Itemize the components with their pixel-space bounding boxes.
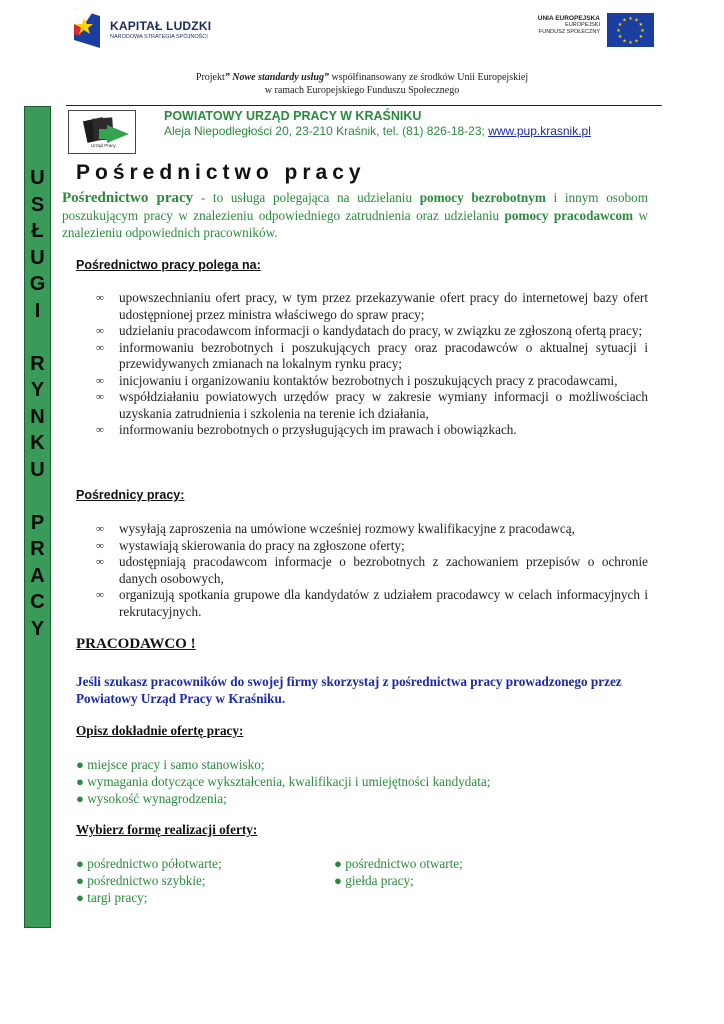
employer-heading: PRACODAWCO ! xyxy=(76,636,196,652)
list-item xyxy=(96,554,648,587)
round-bullet-icon: ● xyxy=(76,890,84,905)
list-item-text: wymagania dotyczące wykształcenia, kwalifikacji i umiejętności kandydata; xyxy=(87,774,491,789)
sidebar-letter: Y xyxy=(30,617,45,640)
eu-text xyxy=(522,15,600,36)
kapital-ludzki-flag-icon xyxy=(70,6,104,50)
list-item xyxy=(96,323,648,340)
eu-line-1: UNIA EUROPEJSKA xyxy=(537,15,600,22)
infinity-bullet-icon: ∞ xyxy=(96,325,104,337)
svg-text:★: ★ xyxy=(616,28,621,34)
sidebar-letter: U xyxy=(30,246,45,269)
project-suffix: współfinansowany ze środków Unii Europejskiej xyxy=(328,72,529,83)
project-name: ” Nowe standardy usług” xyxy=(224,72,329,83)
office-divider xyxy=(66,105,662,106)
describe-offer-heading: Opisz dokładnie ofertę pracy: xyxy=(76,723,244,738)
list-item-text: miejsce pracy i samo stanowisko; xyxy=(87,757,265,772)
offer-form-list-right xyxy=(334,855,463,889)
sidebar-uslugi-rynku-pracy xyxy=(24,106,51,928)
list-item xyxy=(334,855,463,872)
list-item-text: udzielaniu pracodawcom informacji o kandydatach do pracy, w związku ze zgłoszoną ofertą pracy; xyxy=(119,323,643,338)
sidebar-letter: R xyxy=(30,538,45,560)
sidebar-letter: P xyxy=(30,511,45,534)
list-item-text: pośrednictwo półotwarte; xyxy=(87,856,222,871)
office-website-link[interactable]: www.pup.krasnik.pl xyxy=(488,124,591,138)
section1-list xyxy=(96,290,648,439)
list-item-text: giełda pracy; xyxy=(345,873,414,888)
sidebar-letter: U xyxy=(30,167,45,189)
list-item-text: targi pracy; xyxy=(87,890,148,905)
list-item xyxy=(96,422,648,439)
sidebar-letter: R xyxy=(30,352,45,375)
project-line-1 xyxy=(0,72,724,83)
sidebar-letter: G xyxy=(29,273,46,295)
list-item xyxy=(96,340,648,373)
list-item xyxy=(76,872,222,889)
eu-logo xyxy=(522,13,654,49)
list-item-text: inicjowaniu i organizowaniu kontaktów bezrobotnych i poszukujących pracy z pracodawcami, xyxy=(119,372,618,388)
round-bullet-icon: ● xyxy=(334,856,342,871)
page-title: Pośrednictwo pracy xyxy=(76,161,366,184)
round-bullet-icon: ● xyxy=(76,757,84,772)
urzad-pracy-logo xyxy=(68,110,136,154)
intro-paragraph xyxy=(62,189,648,241)
svg-text:★: ★ xyxy=(617,34,623,40)
svg-text:★: ★ xyxy=(640,28,645,34)
kapital-ludzki-logo xyxy=(70,6,220,52)
list-item-text: wystawiają skierowania do pracy na zgłoszone oferty; xyxy=(119,537,405,553)
sidebar-letter: Y xyxy=(30,379,45,401)
eu-flag-icon xyxy=(607,13,654,47)
round-bullet-icon: ● xyxy=(76,774,84,789)
sidebar-letter: U xyxy=(30,458,45,481)
list-item xyxy=(76,889,222,906)
intro-text-2: i innym osobom poszukującym pracy w znalezieniu odpowiedniego zatrudnienia oraz udzielaniu xyxy=(62,190,648,223)
list-item xyxy=(96,521,648,538)
list-item-text: organizują spotkania grupowe dla kandydatów z udziałem pracodawcy w celach informacyjnych i rekrutacyjnych. xyxy=(119,587,648,619)
svg-text:★: ★ xyxy=(622,17,627,24)
sidebar-letter: N xyxy=(30,405,45,428)
infinity-bullet-icon: ∞ xyxy=(96,523,104,535)
sidebar-letter: A xyxy=(30,564,45,587)
infinity-bullet-icon: ∞ xyxy=(96,424,104,436)
list-item-text: pośrednictwo otwarte; xyxy=(345,856,463,871)
project-line-2: w ramach Europejskiego Funduszu Społecznego xyxy=(264,85,460,96)
intro-text-3: w znalezieniu odpowiednich pracowników. xyxy=(62,208,648,240)
list-item-text: udostępniają pracodawcom informacje o bezrobotnych z zachowaniem przepisów o ochronie danych osobowych, xyxy=(119,554,648,586)
infinity-bullet-icon: ∞ xyxy=(96,539,104,552)
project-prefix: Projekt xyxy=(195,72,225,83)
sidebar-letter: I xyxy=(34,299,41,322)
svg-text:★: ★ xyxy=(634,17,639,24)
svg-text:★: ★ xyxy=(617,22,623,28)
infinity-bullet-icon: ∞ xyxy=(96,374,104,387)
infinity-bullet-icon: ∞ xyxy=(96,589,104,601)
intro-lead: Pośrednictwo pracy xyxy=(62,190,194,206)
list-item xyxy=(96,389,648,422)
svg-text:★: ★ xyxy=(628,40,633,46)
employer-lead: Jeśli szukasz pracowników do swojej firmy skorzystaj z pośrednictwa pracy prowadzonego przez Powiatowy Urząd Pracy w Kraśniku. xyxy=(76,674,622,706)
infinity-bullet-icon: ∞ xyxy=(96,556,104,568)
list-item xyxy=(76,790,490,807)
list-item xyxy=(76,756,490,773)
list-item xyxy=(76,773,490,790)
list-item-text: wysyłają zaproszenia na umówione wcześniej rozmowy kwalifikacyjne z pracodawcą, xyxy=(119,521,575,536)
offer-form-list-left xyxy=(76,855,222,906)
sidebar-letters xyxy=(25,165,50,642)
list-item xyxy=(334,872,463,889)
kapital-ludzki-subtitle: NARODOWA STRATEGIA SPÓJNOŚCI xyxy=(110,34,208,40)
logo-arrow-head-icon xyxy=(107,125,129,143)
intro-bold-2: pomocy pracodawcom xyxy=(504,208,634,223)
round-bullet-icon: ● xyxy=(76,873,84,888)
infinity-bullet-icon: ∞ xyxy=(96,341,104,354)
sidebar-letter xyxy=(25,324,50,351)
office-address-text: Aleja Niepodległości 20, 23-210 Kraśnik, tel. (81) 826-18-23; xyxy=(164,124,489,138)
section1-heading: Pośrednictwo pracy polega na: xyxy=(76,258,261,272)
list-item-text: upowszechnianiu ofert pracy, w tym przez przekazywanie ofert pracy do internetowej bazy ofert udostępnionej przez ministra właściwego do spraw pracy; xyxy=(119,290,648,322)
sidebar-letter: K xyxy=(30,432,45,454)
office-address xyxy=(164,124,591,138)
list-item xyxy=(96,290,648,323)
list-item xyxy=(96,587,648,620)
list-item xyxy=(96,373,648,390)
infinity-bullet-icon: ∞ xyxy=(96,391,104,403)
svg-text:★: ★ xyxy=(622,38,627,45)
sidebar-letter: S xyxy=(30,193,45,216)
office-name: POWIATOWY URZĄD PRACY W KRAŚNIKU xyxy=(164,109,422,123)
infinity-bullet-icon: ∞ xyxy=(96,292,104,304)
list-item-text: wysokość wynagrodzenia; xyxy=(87,791,227,806)
list-item-text: pośrednictwo szybkie; xyxy=(87,873,206,888)
round-bullet-icon: ● xyxy=(76,791,84,806)
section2-heading: Pośrednicy pracy: xyxy=(76,488,185,502)
sidebar-letter xyxy=(25,483,50,510)
intro-text-1: - to usługa polegająca na udzielaniu xyxy=(193,190,420,205)
eu-line-3: FUNDUSZ SPOŁECZNY xyxy=(538,29,600,35)
svg-text:★: ★ xyxy=(638,22,644,28)
eu-line-2: EUROPEJSKI xyxy=(565,22,600,28)
round-bullet-icon: ● xyxy=(76,856,84,871)
section2-list xyxy=(96,521,648,620)
svg-text:★: ★ xyxy=(634,38,639,45)
sidebar-letter: C xyxy=(30,591,45,613)
list-item-text: współdziałaniu powiatowych urzędów pracy w zakresie wymiany informacji o możliwościach uzyskania zatrudnienia i szkolenia na terenie ich działania, xyxy=(119,389,648,421)
svg-text:★: ★ xyxy=(628,16,633,22)
list-item xyxy=(96,538,648,555)
offer-form-heading: Wybierz formę realizacji oferty: xyxy=(76,822,258,837)
logo-label: Urząd Pracy xyxy=(91,143,116,148)
round-bullet-icon: ● xyxy=(334,873,342,888)
list-item xyxy=(76,855,222,872)
kapital-ludzki-title: KAPITAŁ LUDZKI xyxy=(110,19,212,33)
sidebar-letter: Ł xyxy=(31,220,44,242)
describe-offer-list xyxy=(76,756,490,807)
list-item-text: informowaniu bezrobotnych o przysługujących im prawach i obowiązkach. xyxy=(119,422,517,437)
intro-bold-1: pomocy bezrobotnym xyxy=(419,190,546,205)
list-item-text: informowaniu bezrobotnych i poszukujących pracy oraz pracodawców o aktualnej sytuacji i przewidywanych zmianach na lokalnym rynku pracy; xyxy=(119,339,648,371)
svg-text:★: ★ xyxy=(638,34,644,40)
